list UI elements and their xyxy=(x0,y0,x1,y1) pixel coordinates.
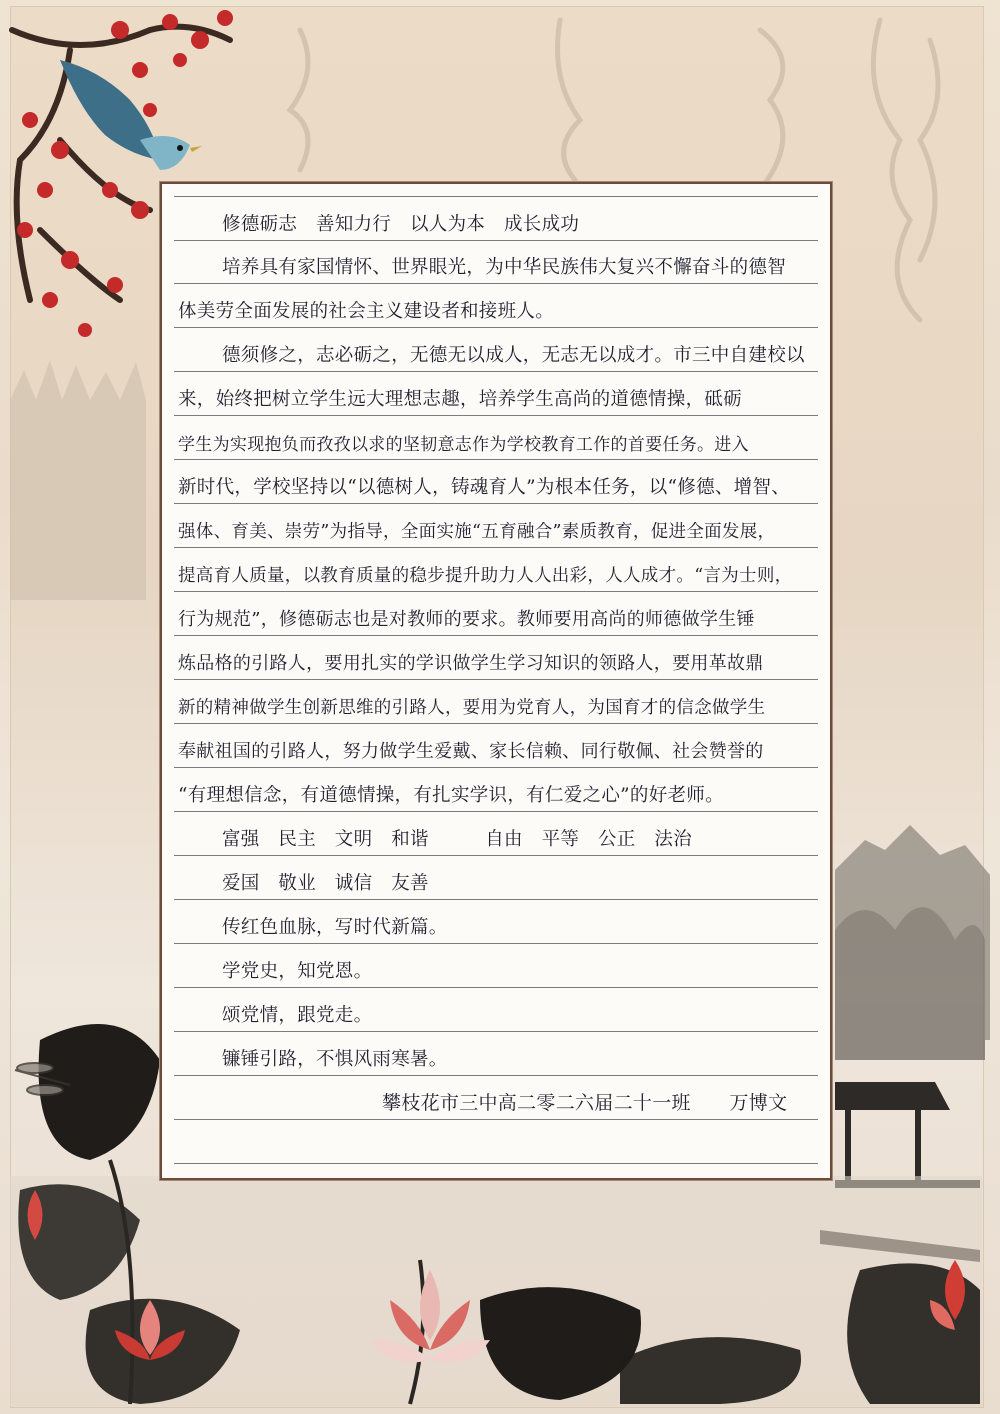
line-row xyxy=(174,416,818,460)
line-row xyxy=(174,944,818,988)
lined-letter-paper xyxy=(160,182,832,1180)
handwritten-text-lines xyxy=(174,196,818,1166)
core-values-line: 爱国 敬业 诚信 友善 xyxy=(222,873,429,894)
text-line: 提高育人质量，以教育质量的稳步提升助力人人出彩，人人成才。“言为士则， xyxy=(178,566,793,586)
text-line: 体美劳全面发展的社会主义建设者和接班人。 xyxy=(178,301,555,322)
line-row xyxy=(174,504,818,548)
text-line: 新的精神做学生创新思维的引路人，要用为党育人，为国育才的信念做学生 xyxy=(178,698,766,718)
line-row xyxy=(174,196,818,241)
line-row xyxy=(174,812,818,856)
bird xyxy=(60,60,202,170)
line-row xyxy=(174,1032,818,1076)
text-line: 德须修之，志必砺之，无德无以成人，无志无以成才。市三中自建校以 xyxy=(222,345,805,366)
line-row xyxy=(174,1076,818,1120)
text-line: 行为规范”，修德砺志也是对教师的要求。教师要用高尚的师德做学生锤 xyxy=(178,609,755,630)
text-line: 奉献祖国的引路人，努力做学生爱戴、家长信赖、同行敬佩、社会赞誉的 xyxy=(178,741,764,762)
slogan-line: 镰锤引路，不惧风雨寒暑。 xyxy=(222,1049,448,1070)
text-line: 培养具有家国情怀、世界眼光，为中华民族伟大复兴不懈奋斗的德智 xyxy=(222,257,787,278)
line-row xyxy=(174,240,818,284)
slogan-line: 学党史，知党恩。 xyxy=(222,961,373,982)
line-row xyxy=(174,856,818,900)
line-row xyxy=(174,548,818,592)
line-row xyxy=(174,460,818,504)
text-line: 新时代，学校坚持以“以德树人，铸魂育人”为根本任务，以“修德、增智、 xyxy=(178,477,791,498)
text-line: 强体、育美、崇劳”为指导，全面实施“五育融合”素质教育，促进全面发展， xyxy=(178,522,776,542)
line-row xyxy=(174,284,818,328)
line-row xyxy=(174,1120,818,1164)
line-row xyxy=(174,328,818,372)
line-row xyxy=(174,900,818,944)
line-row xyxy=(174,768,818,812)
line-row xyxy=(174,372,818,416)
text-line: 来，始终把树立学生远大理想志趣，培养学生高尚的道德情操，砥砺 xyxy=(178,389,743,410)
core-values-line: 富强 民主 文明 和谐 自由 平等 公正 法治 xyxy=(222,829,693,850)
text-line: 学生为实现抱负而孜孜以求的坚韧意志作为学校教育工作的首要任务。进入 xyxy=(178,435,749,455)
text-line: 炼品格的引路人，要用扎实的学识做学生学习知识的领路人，要用革故鼎 xyxy=(178,653,764,674)
text-line: “有理想信念，有道德情操，有扎实学识，有仁爱之心”的好老师。 xyxy=(178,785,724,806)
motto-line: 修德砺志 善知力行 以人为本 成长成功 xyxy=(222,214,580,235)
signature-line: 攀枝花市三中高二零二六届二十一班 万博文 xyxy=(382,1092,788,1114)
line-row xyxy=(174,988,818,1032)
slogan-line: 传红色血脉，写时代新篇。 xyxy=(222,917,448,938)
line-row xyxy=(174,592,818,636)
slogan-line: 颂党情，跟党走。 xyxy=(222,1005,373,1026)
line-row xyxy=(174,636,818,680)
line-row xyxy=(174,680,818,724)
mountains xyxy=(835,825,990,1060)
line-row xyxy=(174,724,818,768)
